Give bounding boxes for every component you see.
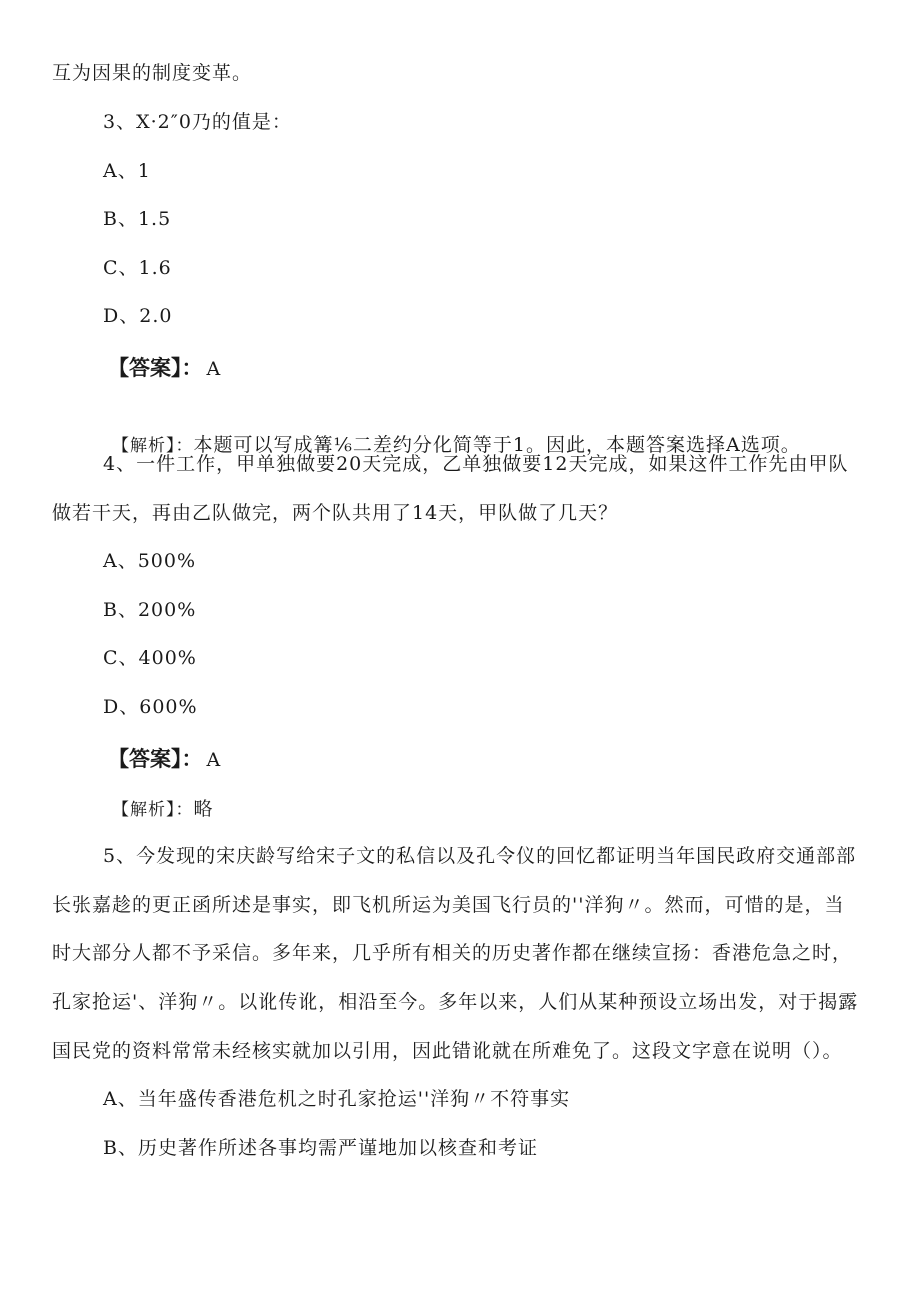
q4-explanation-text: 略	[193, 798, 214, 820]
q3-option-d: D、2.0	[103, 305, 173, 327]
q5-stem-line-4: 孔家抢运'、洋狗〃。以讹传讹，相沿至今。多年以来，人们从某种预设立场出发，对于揭露	[52, 991, 859, 1013]
q4-stem-line-1: 4、一件工作，甲单独做要20天完成，乙单独做要12天完成，如果这件工作先由甲队	[103, 453, 849, 475]
q4-answer-label: 【答案】：	[108, 747, 203, 771]
q4-answer-value: A	[206, 749, 221, 771]
q5-stem-line-2: 长张嘉趁的更正函所述是事实，即飞机所运为美国飞行员的''洋狗〃。然而，可惜的是，当	[52, 894, 845, 916]
q5-stem-line-1: 5、今发现的宋庆龄写给宋子文的私信以及孔令仪的回忆都证明当年国民政府交通部部	[103, 845, 857, 867]
q4-explanation-label: 【解析】：	[112, 800, 194, 820]
q3-option-c: C、1.6	[103, 257, 172, 279]
q3-option-b: B、1.5	[103, 208, 172, 230]
q5-stem-line-5: 国民党的资料常常未经核实就加以引用，因此错讹就在所难免了。这段文字意在说明（）。	[52, 1040, 843, 1062]
q4-explanation	[112, 796, 214, 823]
q4-option-c: C、400%	[103, 647, 197, 669]
q4-stem-line-2: 做若干天，再由乙队做完，两个队共用了14天，甲队做了几天？	[52, 502, 619, 524]
q3-stem: 3、X·2″0乃的值是：	[103, 111, 292, 133]
q5-option-b: B、历史著作所述各事均需严谨地加以核查和考证	[103, 1137, 538, 1159]
q3-answer	[108, 355, 220, 382]
q3-option-a: A、1	[103, 160, 151, 182]
q3-answer-value: A	[206, 358, 221, 380]
q3-explanation-text: 本题可以写成篝⅙二差约分化简等于1。因此，本题答案选择A选项。	[193, 434, 801, 456]
q4-option-b: B、200%	[103, 599, 197, 621]
q4-option-a: A、500%	[103, 550, 197, 572]
q4-answer	[108, 746, 220, 773]
q5-option-a: A、当年盛传香港危机之时孔家抢运''洋狗〃不符事实	[103, 1088, 571, 1110]
q3-explanation-label: 【解析】：	[112, 436, 194, 456]
q3-answer-label: 【答案】：	[108, 356, 203, 380]
continuation-text: 互为因果的制度变革。	[52, 62, 253, 84]
q5-stem-line-3: 时大部分人都不予采信。多年来，几乎所有相关的历史著作都在继续宣扬：香港危急之时，	[52, 942, 853, 964]
q4-option-d: D、600%	[103, 696, 198, 718]
